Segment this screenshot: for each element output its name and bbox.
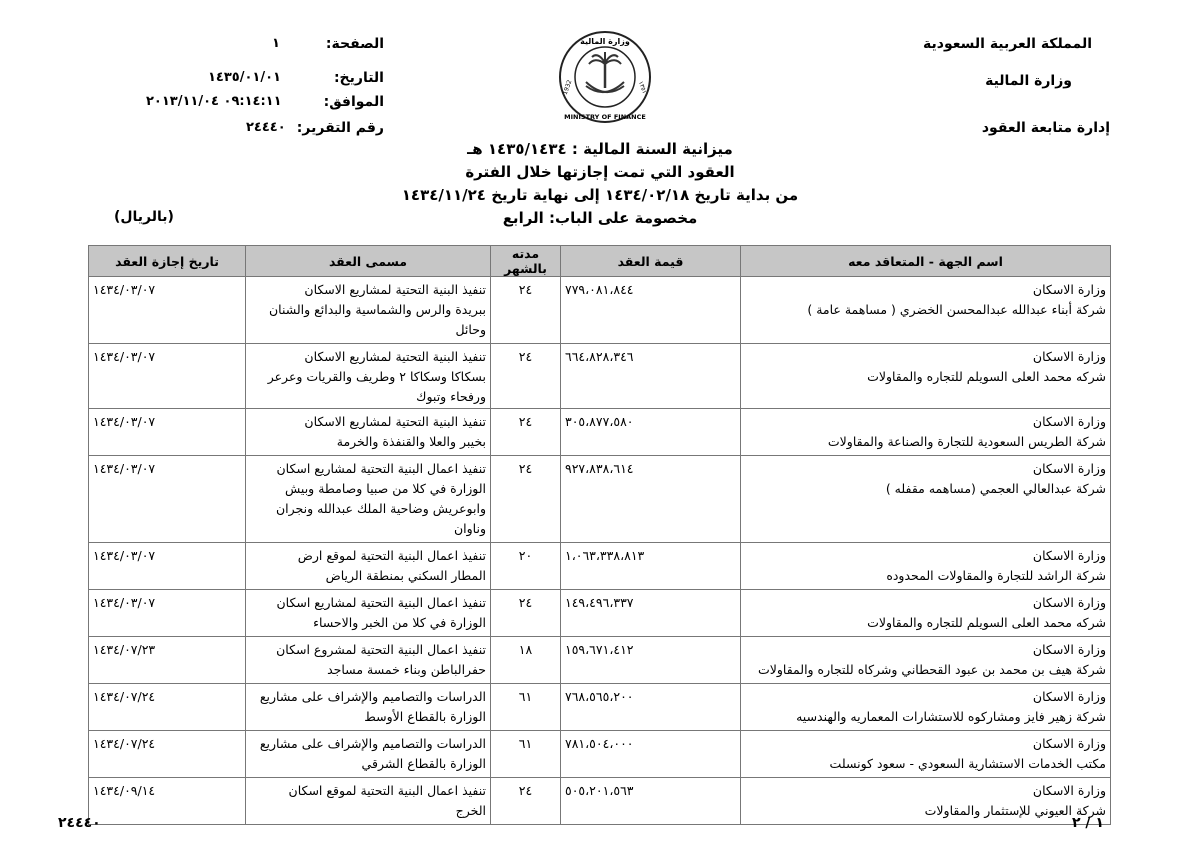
date-cell: ١٤٣٤/٠٣/٠٧ <box>89 456 246 543</box>
value-cell: ١٥٩،٦٧١،٤١٢ <box>561 637 741 684</box>
entity-cell: وزارة الاسكان <box>1032 548 1106 563</box>
contract-name-line: تنفيذ اعمال البنية التحتية لمشاريع اسكان <box>276 461 486 476</box>
date-cell: ١٤٣٤/٠٧/٢٤ <box>89 684 246 731</box>
date-cell: ١٤٣٤/٠٧/٢٤ <box>89 731 246 778</box>
date-cell: ١٤٣٤/٠٣/٠٧ <box>89 344 246 409</box>
ministry-of-finance-logo <box>558 30 652 124</box>
value-cell: ١٤٩،٤٩٦،٣٣٧ <box>561 590 741 637</box>
contractor-cell: شركة هيف بن محمد بن عبود القحطاني وشركاه للتجاره والمقاولات <box>757 662 1106 677</box>
contract-name-line: الدراسات والتصاميم والإشراف على مشاريع <box>259 736 486 751</box>
date-label: التاريخ: <box>333 70 384 86</box>
duration-cell: ٦١ <box>491 731 561 778</box>
logo-english-text: MINISTRY OF FINANCE <box>564 113 646 121</box>
report-number-value: ٢٤٤٤٠ <box>246 120 286 135</box>
contract-name-line: تنفيذ اعمال البنية التحتية لموقع ارض <box>297 548 486 563</box>
date-cell: ١٤٣٤/٠٣/٠٧ <box>89 543 246 590</box>
duration-cell: ٢٠ <box>491 543 561 590</box>
contractor-cell: شركة زهير فايز ومشاركوه للاستشارات المعماريه والهندسيه <box>796 709 1106 724</box>
footer-report-number: ٢٤٤٤٠ <box>58 815 101 831</box>
contract-name-line: الوزارة في كلا من صبيا وصامطة وبيش <box>285 481 486 496</box>
duration-cell: ٢٤ <box>491 344 561 409</box>
value-cell: ٧٨١،٥٠٤،٠٠٠ <box>561 731 741 778</box>
entity-cell: وزارة الاسكان <box>1032 736 1106 751</box>
contract-name-line: وحائل <box>455 322 486 337</box>
logo-year-left: 1932 <box>561 79 574 96</box>
logo-arabic-text: وزارة المالية <box>580 37 630 46</box>
contract-name-line: الخرج <box>455 803 486 818</box>
value-cell: ١،٠٦٣،٣٣٨،٨١٣ <box>561 543 741 590</box>
ministry-label: وزارة المالية <box>985 73 1072 89</box>
contract-name-line: بسكاكا وسكاكا ٢ وطريف والقريات وعرعر <box>267 369 486 384</box>
value-cell: ٥٠٥،٢٠١،٥٦٣ <box>561 778 741 825</box>
contract-name-line: المطار السكني بمنطقة الرياض <box>325 568 486 583</box>
column-header-duration: مدته بالشهر <box>491 246 561 277</box>
entity-cell: وزارة الاسكان <box>1032 282 1106 297</box>
entity-cell: وزارة الاسكان <box>1032 642 1106 657</box>
duration-cell: ١٨ <box>491 637 561 684</box>
contractor-cell: شركة العيوني للإستثمار والمقاولات <box>924 803 1106 818</box>
table-header-row <box>89 246 1111 277</box>
contractor-cell: شركه محمد العلى السويلم للتجاره والمقاولات <box>867 369 1106 384</box>
date-cell: ١٤٣٤/٠٣/٠٧ <box>89 277 246 344</box>
table-row <box>89 778 1111 825</box>
contract-name-line: ببريدة والرس والشماسية والبدائع والشنان <box>268 302 486 317</box>
entity-cell: وزارة الاسكان <box>1032 783 1106 798</box>
value-cell: ٦٦٤،٨٢٨،٣٤٦ <box>561 344 741 409</box>
logo-year-right: ١٣٥١ <box>636 80 648 95</box>
column-header-org: اسم الجهة - المتعاقد معه <box>741 246 1111 277</box>
duration-cell: ٢٤ <box>491 409 561 456</box>
contract-name-line: تنفيذ البنية التحتية لمشاريع الاسكان <box>304 282 486 297</box>
corresponding-date-value: ٠٩:١٤:١١ ٢٠١٣/١١/٠٤ <box>146 94 282 109</box>
table-row <box>89 637 1111 684</box>
contractor-cell: شركه محمد العلى السويلم للتجاره والمقاولات <box>867 615 1106 630</box>
table-row <box>89 456 1111 543</box>
contract-name-line: تنفيذ البنية التحتية لمشاريع الاسكان <box>304 414 486 429</box>
corresponding-date-label: الموافق: <box>323 94 384 110</box>
value-cell: ٧٧٩،٠٨١،٨٤٤ <box>561 277 741 344</box>
date-cell: ١٤٣٤/٠٣/٠٧ <box>89 409 246 456</box>
date-cell: ١٤٣٤/٠٧/٢٣ <box>89 637 246 684</box>
department-label: إدارة متابعة العقود <box>981 120 1110 136</box>
contract-name-line: الدراسات والتصاميم والإشراف على مشاريع <box>259 689 486 704</box>
report-number-label: رقم التقرير: <box>296 120 384 136</box>
entity-cell: وزارة الاسكان <box>1032 414 1106 429</box>
contract-name-line: الوزارة بالقطاع الشرقي <box>361 756 486 771</box>
contract-name-line: وابوعريش وضاحية الملك عبدالله ونجران <box>276 501 486 516</box>
contract-name-line: الوزارة في كلا من الخبر والاحساء <box>313 615 486 630</box>
duration-cell: ٢٤ <box>491 778 561 825</box>
date-value: ١٤٣٥/٠١/٠١ <box>208 70 281 85</box>
value-cell: ٣٠٥،٨٧٧،٥٨٠ <box>561 409 741 456</box>
column-header-name: مسمى العقد <box>246 246 491 277</box>
table-row <box>89 684 1111 731</box>
contract-name-line: الوزارة بالقطاع الأوسط <box>364 709 486 724</box>
contract-name-line: تنفيذ اعمال البنية التحتية لمشاريع اسكان <box>276 595 486 610</box>
date-cell: ١٤٣٤/٠٩/١٤ <box>89 778 246 825</box>
contract-name-line: ورفحاء وتبوك <box>416 389 486 404</box>
contract-name-line: تنفيذ اعمال البنية التحتية لمشروع اسكان <box>276 642 486 657</box>
period-title: من بداية تاريخ ١٤٣٤/٠٢/١٨ إلى نهاية تاريخ ١٤٣٤/١١/٢٤ <box>401 186 799 204</box>
column-header-date: تاريخ إجازة العقد <box>89 246 246 277</box>
chapter-title: مخصومة على الباب: الرابع <box>502 209 698 227</box>
duration-cell: ٢٤ <box>491 590 561 637</box>
duration-cell: ٢٤ <box>491 277 561 344</box>
value-cell: ٧٦٨،٥٦٥،٢٠٠ <box>561 684 741 731</box>
entity-cell: وزارة الاسكان <box>1032 689 1106 704</box>
contract-name-line: تنفيذ البنية التحتية لمشاريع الاسكان <box>304 349 486 364</box>
kingdom-label: المملكة العربية السعودية <box>923 36 1092 52</box>
contracts-title: العقود التي تمت إجازتها خلال الفترة <box>465 163 735 181</box>
entity-cell: وزارة الاسكان <box>1032 349 1106 364</box>
contract-name-line: بخيبر والعلا والقنفذة والخرمة <box>336 434 486 449</box>
entity-cell: وزارة الاسكان <box>1032 595 1106 610</box>
duration-cell: ٢٤ <box>491 456 561 543</box>
contractor-cell: شركة أبناء عبدالله عبدالمحسن الخضري ( مساهمة عامة ) <box>807 302 1106 317</box>
contractor-cell: مكتب الخدمات الاستشارية السعودي - سعود كونسلت <box>829 756 1106 771</box>
page-count: ١ / ٢ <box>1072 815 1104 831</box>
contractor-cell: شركة عبدالعالي العجمي (مساهمه مقفله ) <box>885 481 1106 496</box>
table-row <box>89 277 1111 344</box>
contracts-table <box>88 245 1111 825</box>
table-row <box>89 344 1111 409</box>
date-cell: ١٤٣٤/٠٣/٠٧ <box>89 590 246 637</box>
contract-name-line: تنفيذ اعمال البنية التحتية لموقع اسكان <box>288 783 486 798</box>
entity-cell: وزارة الاسكان <box>1032 461 1106 476</box>
page-label: الصفحة: <box>325 36 384 52</box>
table-row <box>89 543 1111 590</box>
page-value: ١ <box>272 36 280 51</box>
column-header-value: قيمة العقد <box>561 246 741 277</box>
table-row <box>89 409 1111 456</box>
table-row <box>89 731 1111 778</box>
contractor-cell: شركة الراشد للتجارة والمقاولات المحدوده <box>886 568 1106 583</box>
fiscal-year-title: ميزانية السنة المالية : ١٤٣٥/١٤٣٤ هـ <box>467 140 733 158</box>
contractor-cell: شركة الطريس السعودية للتجارة والصناعة والمقاولات <box>827 434 1106 449</box>
duration-cell: ٦١ <box>491 684 561 731</box>
table-row <box>89 590 1111 637</box>
currency-label: (بالريال) <box>114 209 174 225</box>
contract-name-line: حفرالباطن وبناء خمسة مساجد <box>327 662 486 677</box>
value-cell: ٩٢٧،٨٣٨،٦١٤ <box>561 456 741 543</box>
contract-name-line: وناوان <box>453 521 486 536</box>
